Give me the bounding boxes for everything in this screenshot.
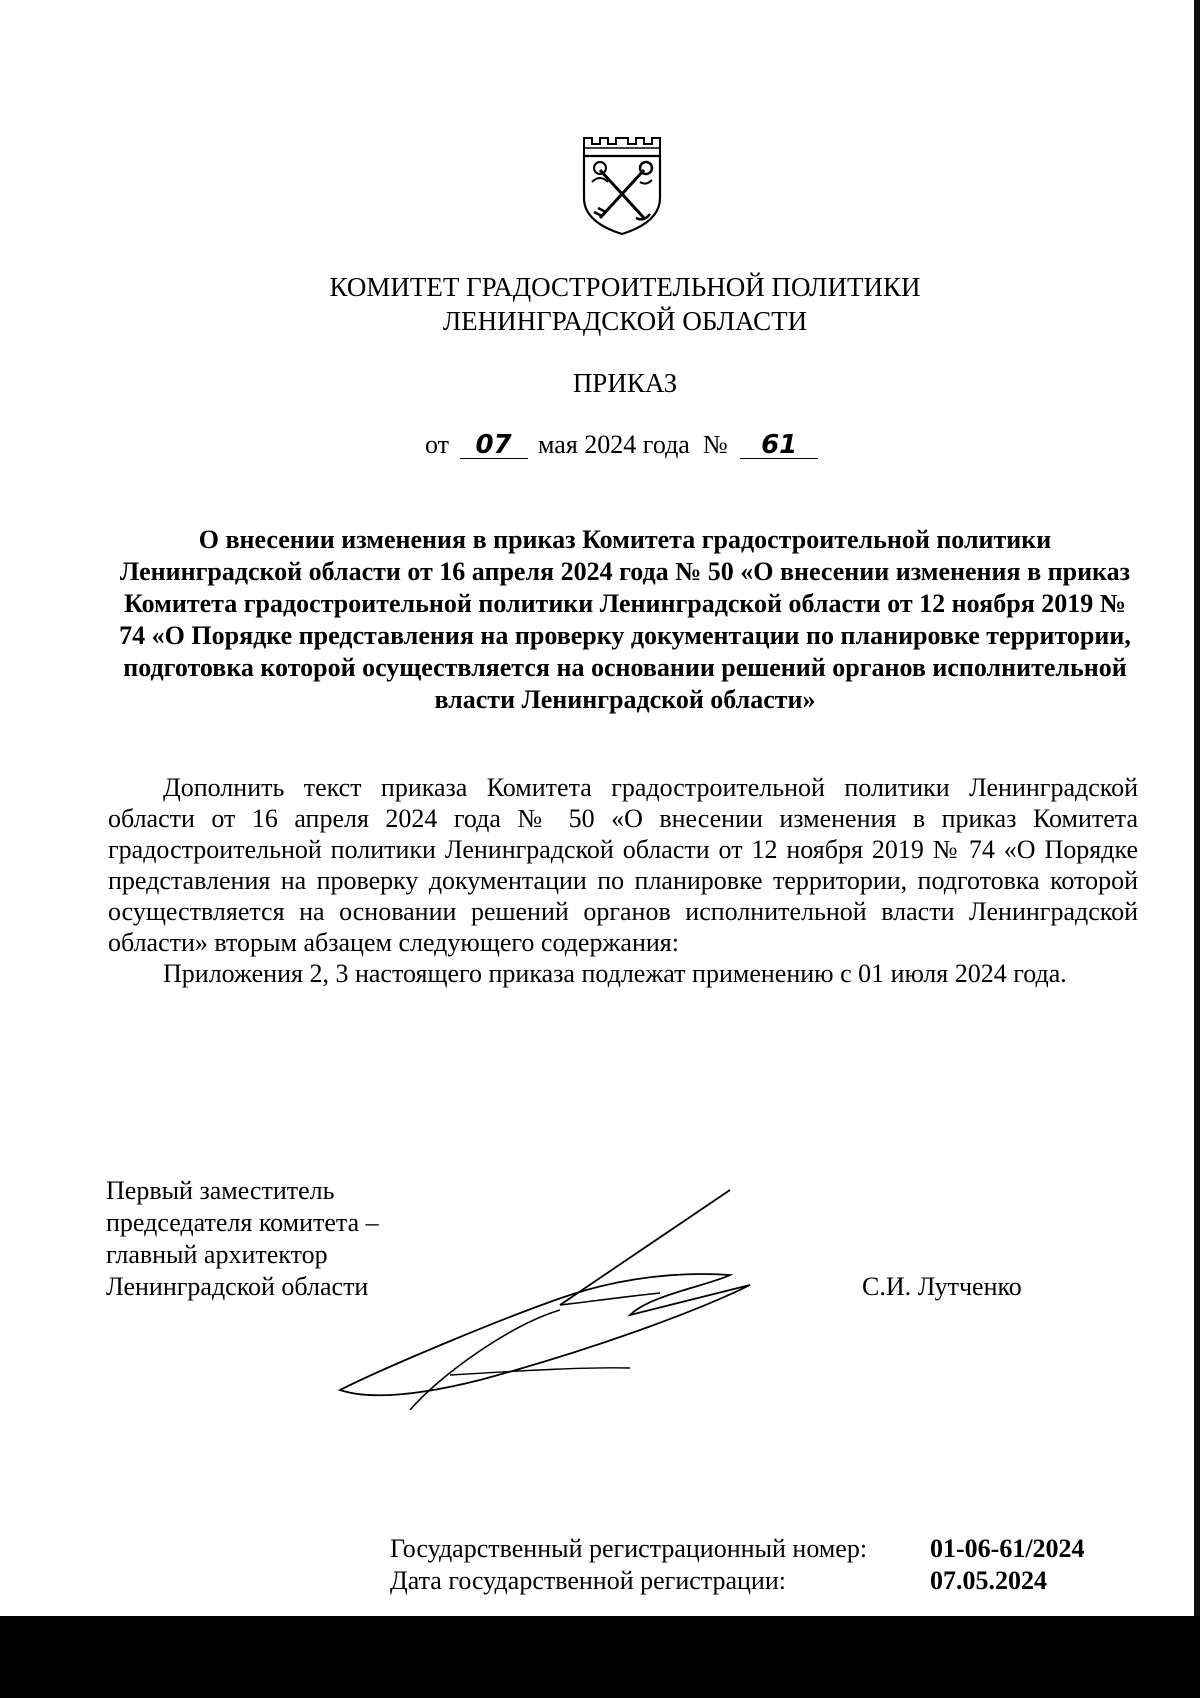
scan-edge (1194, 0, 1200, 1620)
registration-date-label: Дата государственной регистрации: (390, 1566, 786, 1595)
date-prefix: от (425, 430, 450, 459)
organization-name-line1: КОМИТЕТ ГРАДОСТРОИТЕЛЬНОЙ ПОЛИТИКИ (329, 272, 921, 302)
organization-name-line2: ЛЕНИНГРАДСКОЙ ОБЛАСТИ (442, 306, 808, 336)
registration-number-row (390, 1534, 1085, 1564)
handwritten-number: 61 (740, 432, 818, 459)
coat-of-arms-emblem (580, 134, 664, 236)
signer-name: С.И. Лутченко (862, 1272, 1022, 1301)
registration-date-row (390, 1566, 1047, 1596)
date-month-year: мая 2024 года (538, 430, 690, 459)
signer-title-line: Ленинградской области (106, 1272, 369, 1301)
body-paragraph: Приложения 2, 3 настоящего приказа подлежат применению с 01 июля 2024 года. (163, 959, 1067, 988)
signer-title-line: главный архитектор (106, 1240, 328, 1269)
registration-number-value: 01-06-61/2024 (930, 1534, 1085, 1563)
scan-bottom-border (0, 1616, 1200, 1698)
registration-number-label: Государственный регистрационный номер: (390, 1534, 868, 1563)
signer-title-line: Первый заместитель (106, 1176, 335, 1205)
number-sign: № (702, 430, 728, 459)
handwritten-signature (330, 1185, 780, 1410)
document-body (108, 772, 1138, 989)
document-title: О внесении изменения в приказ Комитета градостроительной политики Ленинградской области от 16 апреля 2024 года № 50 «О внесении изменения в приказ Комитета градостроительной политики Ленинградской области от 12 ноября 2019 № 74 «О Порядке представления на проверку документации по планировке территории, подготовка которой осуществляется на основании решений органов исполнительной власти Ленинградской области» (119, 525, 1131, 714)
document-type: ПРИКАЗ (572, 368, 678, 398)
signer-title-line: председателя комитета – (106, 1208, 379, 1237)
handwritten-day: 07 (460, 432, 528, 459)
date-number-line (425, 430, 818, 460)
registration-date-value: 07.05.2024 (930, 1566, 1047, 1595)
body-paragraph: Дополнить текст приказа Комитета градостроительной политики Ленинградской области от 16 апреля 2024 года № 50 «О внесении изменения в приказ Комитета градостроительной политики Ленинградской области от 12 ноября 2019 № 74 «О Порядке представления на проверку документации по планировке территории, подготовка которой осуществляется на основании решений органов исполнительной власти Ленинградской области» вторым абзацем следующего содержания: (108, 773, 1138, 957)
